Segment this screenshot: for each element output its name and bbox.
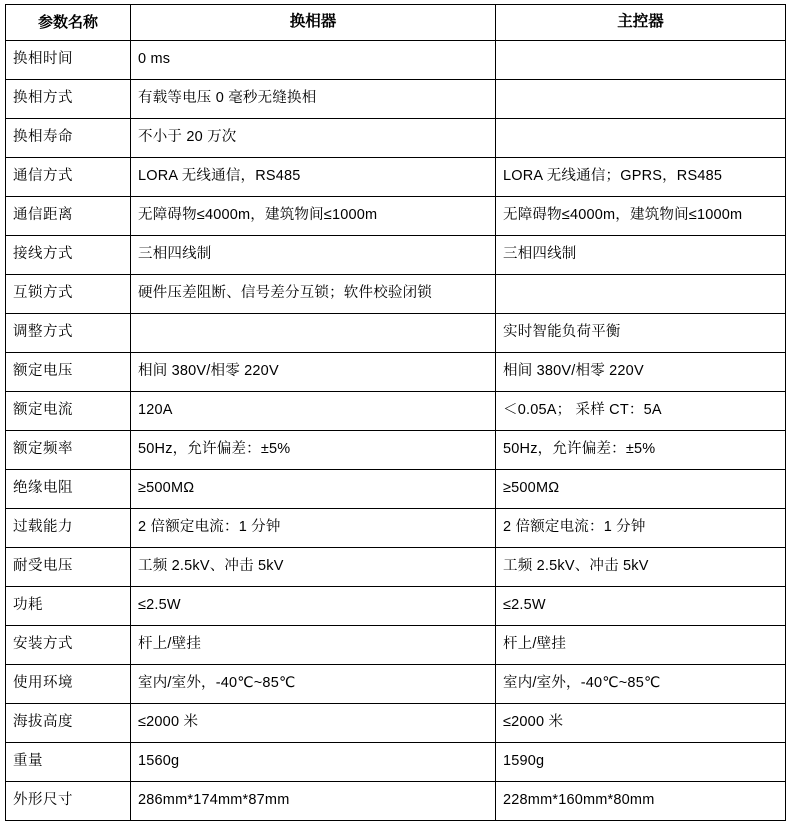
row-device-value: 0 ms [131, 41, 496, 80]
row-device-value: 无障碍物≤4000m，建筑物间≤1000m [131, 197, 496, 236]
table-row [6, 197, 786, 236]
row-controller-value: 1590g [496, 743, 786, 782]
row-controller-value: ≤2000 米 [496, 704, 786, 743]
table-row [6, 314, 786, 353]
table-row [6, 548, 786, 587]
row-device-value: 286mm*174mm*87mm [131, 782, 496, 821]
row-parameter-name: 额定频率 [6, 431, 131, 470]
table-row [6, 782, 786, 821]
table-header [6, 5, 786, 41]
table-row [6, 587, 786, 626]
row-controller-value: 2 倍额定电流：1 分钟 [496, 509, 786, 548]
table-row [6, 704, 786, 743]
table-header-row [6, 5, 786, 41]
row-parameter-name: 功耗 [6, 587, 131, 626]
table-row [6, 665, 786, 704]
row-controller-value: 无障碍物≤4000m，建筑物间≤1000m [496, 197, 786, 236]
table-row [6, 119, 786, 158]
row-parameter-name: 重量 [6, 743, 131, 782]
row-controller-value: 三相四线制 [496, 236, 786, 275]
row-controller-value: LORA 无线通信；GPRS，RS485 [496, 158, 786, 197]
row-device-value [131, 314, 496, 353]
row-parameter-name: 外形尺寸 [6, 782, 131, 821]
row-controller-value [496, 80, 786, 119]
table-row [6, 509, 786, 548]
row-device-value: 室内/室外，-40℃~85℃ [131, 665, 496, 704]
table-row [6, 236, 786, 275]
row-controller-value: ≤2.5W [496, 587, 786, 626]
specification-table [5, 4, 786, 821]
row-device-value: 有载等电压 0 毫秒无缝换相 [131, 80, 496, 119]
row-device-value: ≤2000 米 [131, 704, 496, 743]
row-parameter-name: 额定电流 [6, 392, 131, 431]
column-header-device: 换相器 [131, 5, 496, 41]
row-controller-value: 228mm*160mm*80mm [496, 782, 786, 821]
row-parameter-name: 接线方式 [6, 236, 131, 275]
table-row [6, 470, 786, 509]
table-row [6, 743, 786, 782]
row-device-value: 相间 380V/相零 220V [131, 353, 496, 392]
row-parameter-name: 通信距离 [6, 197, 131, 236]
row-device-value: 50Hz，允许偏差：±5% [131, 431, 496, 470]
row-device-value: 硬件压差阻断、信号差分互锁；软件校验闭锁 [131, 275, 496, 314]
row-parameter-name: 过载能力 [6, 509, 131, 548]
column-header-controller: 主控器 [496, 5, 786, 41]
row-device-value: ≤2.5W [131, 587, 496, 626]
table-row [6, 158, 786, 197]
row-controller-value: ≥500MΩ [496, 470, 786, 509]
row-parameter-name: 安装方式 [6, 626, 131, 665]
row-controller-value: 50Hz，允许偏差：±5% [496, 431, 786, 470]
table-row [6, 392, 786, 431]
row-parameter-name: 耐受电压 [6, 548, 131, 587]
table-row [6, 275, 786, 314]
column-header-parameter: 参数名称 [6, 5, 131, 41]
row-parameter-name: 额定电压 [6, 353, 131, 392]
row-parameter-name: 换相寿命 [6, 119, 131, 158]
table-row [6, 431, 786, 470]
row-device-value: 杆上/壁挂 [131, 626, 496, 665]
row-controller-value [496, 119, 786, 158]
row-device-value: 工频 2.5kV、冲击 5kV [131, 548, 496, 587]
row-parameter-name: 换相时间 [6, 41, 131, 80]
row-device-value: 1560g [131, 743, 496, 782]
row-device-value: ≥500MΩ [131, 470, 496, 509]
row-parameter-name: 海拔高度 [6, 704, 131, 743]
row-parameter-name: 互锁方式 [6, 275, 131, 314]
row-controller-value [496, 41, 786, 80]
table-body [6, 41, 786, 821]
row-device-value: 不小于 20 万次 [131, 119, 496, 158]
table-row [6, 80, 786, 119]
document-page [0, 4, 795, 809]
table-row [6, 626, 786, 665]
row-device-value: 三相四线制 [131, 236, 496, 275]
row-controller-value [496, 275, 786, 314]
row-device-value: 2 倍额定电流：1 分钟 [131, 509, 496, 548]
row-parameter-name: 通信方式 [6, 158, 131, 197]
row-controller-value: 相间 380V/相零 220V [496, 353, 786, 392]
row-parameter-name: 调整方式 [6, 314, 131, 353]
row-controller-value: 室内/室外，-40℃~85℃ [496, 665, 786, 704]
row-parameter-name: 使用环境 [6, 665, 131, 704]
row-controller-value: ＜0.05A； 采样 CT：5A [496, 392, 786, 431]
row-device-value: LORA 无线通信，RS485 [131, 158, 496, 197]
row-parameter-name: 绝缘电阻 [6, 470, 131, 509]
table-row [6, 41, 786, 80]
table-row [6, 353, 786, 392]
row-controller-value: 杆上/壁挂 [496, 626, 786, 665]
row-controller-value: 工频 2.5kV、冲击 5kV [496, 548, 786, 587]
row-controller-value: 实时智能负荷平衡 [496, 314, 786, 353]
row-parameter-name: 换相方式 [6, 80, 131, 119]
row-device-value: 120A [131, 392, 496, 431]
